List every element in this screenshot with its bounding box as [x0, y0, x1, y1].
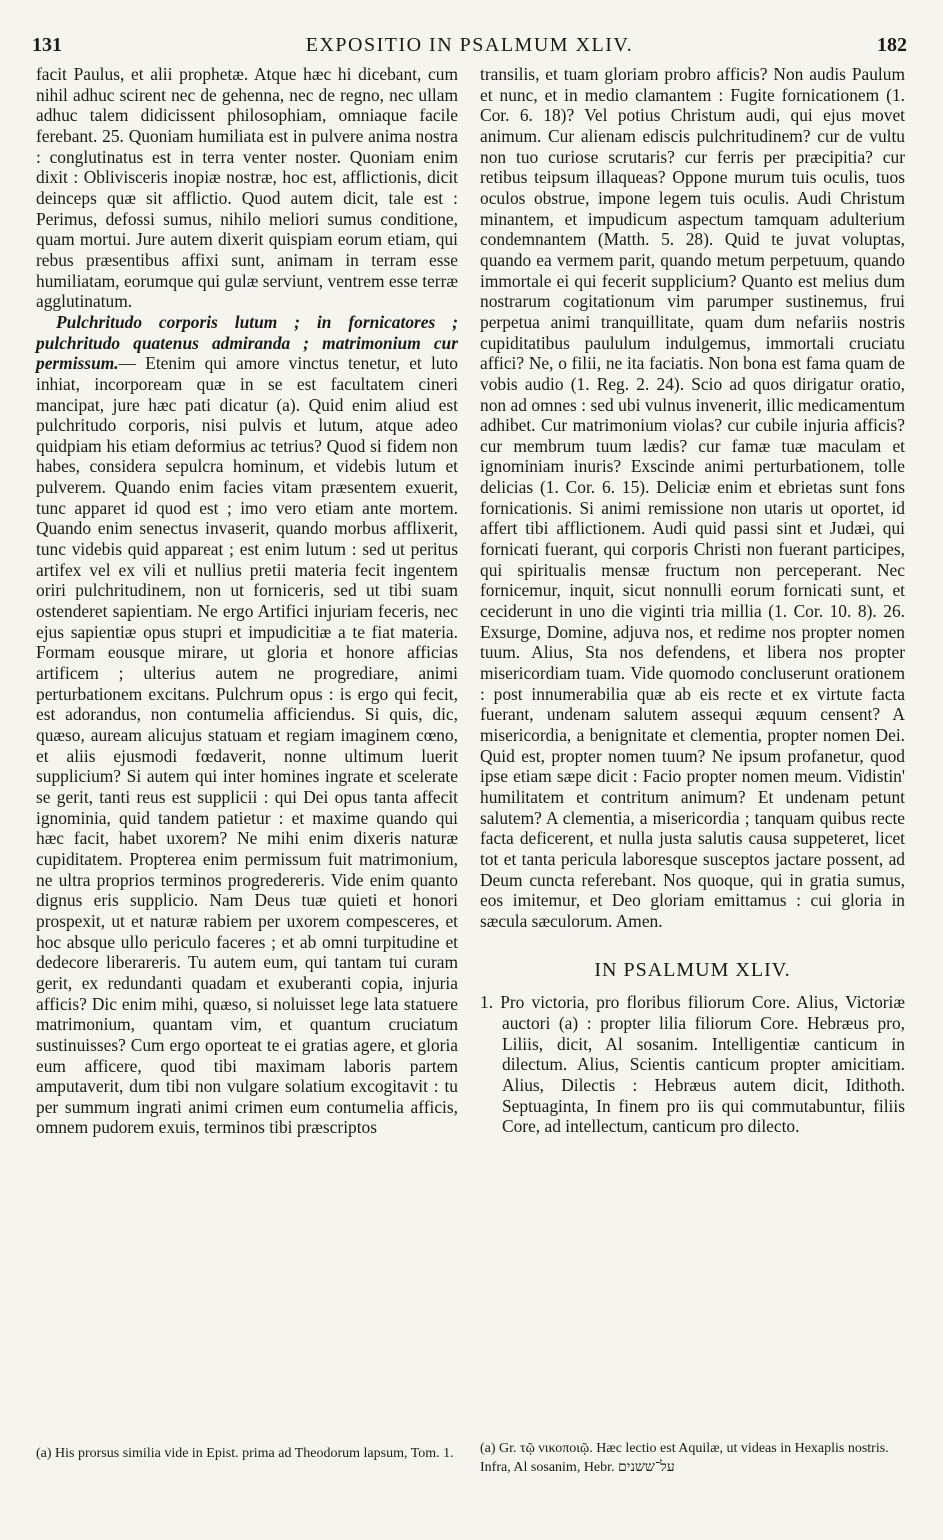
paragraph-heading: Pulchritudo corporis lutum ; in fornicatores ; pulchritudo quatenus admiranda ; matrimonium cur permissum.	[36, 311, 458, 374]
running-header	[32, 34, 907, 60]
page-number-right: 182	[877, 34, 907, 56]
right-paragraph-1: transilis, et tuam gloriam probro afficis? Non audis Paulum et nunc, et in medio clamantem : Fugite fornicationem (1. Cor. 6. 18)? Vel potius Christum audi, qui ejus movet animum. Cur alienam ediscis pulchritudinem? cur de vultu non tuo curiose scrutaris? cur ferris per præcipitia? cur retibus teipsum illaqueas? Oppone murum tuis oculis, tuos oculos obstrue, impone legem tuis oculis. Audi Christum minantem, et impudicum aspectum tamquam adulterium condemnantem (Matth. 5. 28). Quid te juvat voluptas, quando ea vermem parit, quando metum perpetuum, quando immortale ei qui fecerit supplicium? Quanto est melius dum nostrarum cogitationum vim parumper sustinemus, frui perpetua animi tranquillitate, quam dum nefariis nostris cupiditatibus paululum indulgemus, immortali cruciatu affici? Ne, o filii, ne ita faciatis. Non bona est fama quam de vobis audio (1. Reg. 2. 24). Scio ad quos dirigatur oratio, non ad omnes : sed ubi vulnus invenerit, illic medicamentum adhibet. Cur matrimonium violas? cur cubile injuria afficis? cur membrum tuum lædis? cur famæ tuæ maculam et ignominiam inuris? Exscinde animi perturbationem, tolle delicias (1. Cor. 6. 15). Deliciæ enim et ebrietas sunt fons fornicationis. Si animi remissione non utaris ut oportet, id affert tibi afflictionem. Audi quid passi sint et Judæi, qui fornicati fuerant, qui corporis Christi non fuerant participes, qui spiritualis mensæ fructum non perceperant. Nec fornicemur, inquit, sicut nonnulli eorum fornicati sunt, et ceciderunt in uno die viginti tria millia (1. Cor. 10. 8). 26. Exsurge, Domine, adjuva nos, et redime nos propter nomen tuum. Alius, Sta nos defendens, et libera nos propter misericordiam tuam. Vide quomodo concluserunt orationem : post innumerabilia quæ ab eis recte et ex virtute facta fuerant, undenam salutem assequi æquum censent? A misericordia, a benignitate et clementia, propter nomen Dei. Quid est, propter nomen tuum? Ne ipsum profanetur, quod ipse etiam sæpe dicit : Facio propter nomen meum. Vidistin' humilitatem et contritum animum? Et undenam petunt salutem? A clementia, a misericordia ; tanquam quibus recte facta deficerent, et nulla justa salutis causa suppeteret, licet tot et tanta pericula laboresque susceptos jactare possent, ad Deum cuncta referebant. Nos quoque, qui in gratia sumus, eos imitemur, et Deo gloriam emittamus : cui gloria in sæcula sæculorum. Amen.	[480, 64, 905, 931]
footnote-left: (a) His prorsus similia vide in Epist. prima ad Theodorum lapsum, Tom. 1.	[36, 1446, 454, 1461]
footnote-right	[480, 1439, 905, 1477]
left-paragraph-2-text: — Etenim qui amore vinctus tenetur, et luto inhiat, incorpoream quæ in se est facultatem cineri mancipat, jure hæc pati dicatur (a). Quid enim aliud est pulchritudo corporis, nisi pulvis et lutum, atque adeo quidpiam his etiam deformius ac tetrius? Quod si fidem non habes, considera sepulcra hominum, et videbis lutum et pulverem. Quando enim facies vitam præsentem exuerit, tunc apparet id quod est ; imo vero etiam ante mortem. Quando enim senectus invaserit, quando morbus afflixerit, tunc videbis quid appareat ; est enim lutum : sed ut peritus artifex vel ex vili et nullius pretii materia fecit ingentem oriri pulchritudinem, non ut forniceris, sed ut tibi suam ostenderet sapientiam. Ne ergo Artifici injuriam feceris, nec ejus sapientiæ opus stupri et impudicitiæ a te fiat materia. Formam eousque mirare, ut gloria et honore afficias artificem ; ulterius autem ne progrediare, animi perturbationem excitans. Pulchrum opus : is ergo qui fecit, est adorandus, non contumelia afficiendus. Si quis, dic, quæso, auream alicujus statuam et regiam imaginem cœno, et aliis ejusmodi fœdaverit, nonne ultimum luerit supplicium? Si autem qui inter homines ingrate et scelerate se gerit, tanti reus est supplicii : qui Dei opus tanta affecit ignominia, quid tandem patietur : et maxime quando qui hæc facit, habet uxorem? Ne mihi enim dixeris naturæ cupiditatem. Propterea enim permissum fuit matrimonium, ne ultra proprios terminos progredereris. Vide enim quanto dignus eris supplicio. Nam Deus tuæ quieti et honori prospexit, ut et naturæ rabiem per uxorem compesceres, et hoc absque ullo periculo faceres ; et ab omni turpitudine et dedecore liberareris. Tu autem eum, qui tantam tui curam gerit, ex redundanti quadam et exuberanti copia, injuria afficis? Dic enim mihi, quæso, si noluisset lege lata statuere matrimonium, quantam vim, et quantum cruciatum sustinuisses? Cum ergo oporteat te ei gratias agere, et gloria eum afficere, quod tibi maximam laboris partem amputaverit, dum tibi non vulgare solatium excogitavit : tu per summum ingrati animi crimen eum contumelia afficis, omnem pudorem exuis, terminos tibi præscriptos	[36, 353, 458, 1138]
right-column	[480, 64, 905, 1137]
footnote-right-text: (a) Gr. τῷ νικοποιῷ. Hæc lectio est Aquilæ, ut videas in Hexaplis nostris. Infra, Al sosanim, Hebr.	[480, 1441, 889, 1475]
page-number-left: 131	[32, 34, 62, 56]
psalm-verse-1: 1. Pro victoria, pro floribus filiorum Core. Alius, Victoriæ auctori (a) : propter lilia filiorum Core. Hebræus pro, Liliis, dicit, Al sosanim. Intelligentiæ canticum in dilectum. Alius, Scientis canticum propter amicitiam. Alius, Dilectis : Hebræus autem dicit, Idithoth. Septuaginta, In finem pro iis qui commutabuntur, filiis Core, ad intellectum, canticum pro dilecto.	[480, 992, 905, 1137]
section-title: IN PSALMUM XLIV.	[594, 958, 791, 981]
left-column	[36, 64, 458, 1138]
running-title: EXPOSITIO IN PSALMUM XLIV.	[305, 34, 634, 56]
hebrew-word: על־ששנים	[618, 1460, 675, 1475]
left-paragraph-1: facit Paulus, et alii prophetæ. Atque hæc hi dicebant, cum nihil adhuc scirent nec de gehenna, nec de regno, nec ullam adhuc talem didicissent philosophiam, omniaque facile ferebant. 25. Quoniam humiliata est in pulvere anima nostra : conglutinatus est in terra venter noster. Quoniam enim dixit : Oblivisceris inopiæ nostræ, hoc est, afflictionis, dicit deinceps quæ sit afflictio. Quod autem dicit, tale est : Perimus, defossi sumus, nihilo meliori sumus conditione, quam mortui. Jure autem dixerit quispiam eorum etiam, qui rebus præsentibus affixi sunt, animam in terram esse humiliatam, eorumque qui gulæ serviunt, ventrem esse terræ agglutinatum.	[36, 64, 458, 312]
left-paragraph-2	[36, 312, 458, 1138]
